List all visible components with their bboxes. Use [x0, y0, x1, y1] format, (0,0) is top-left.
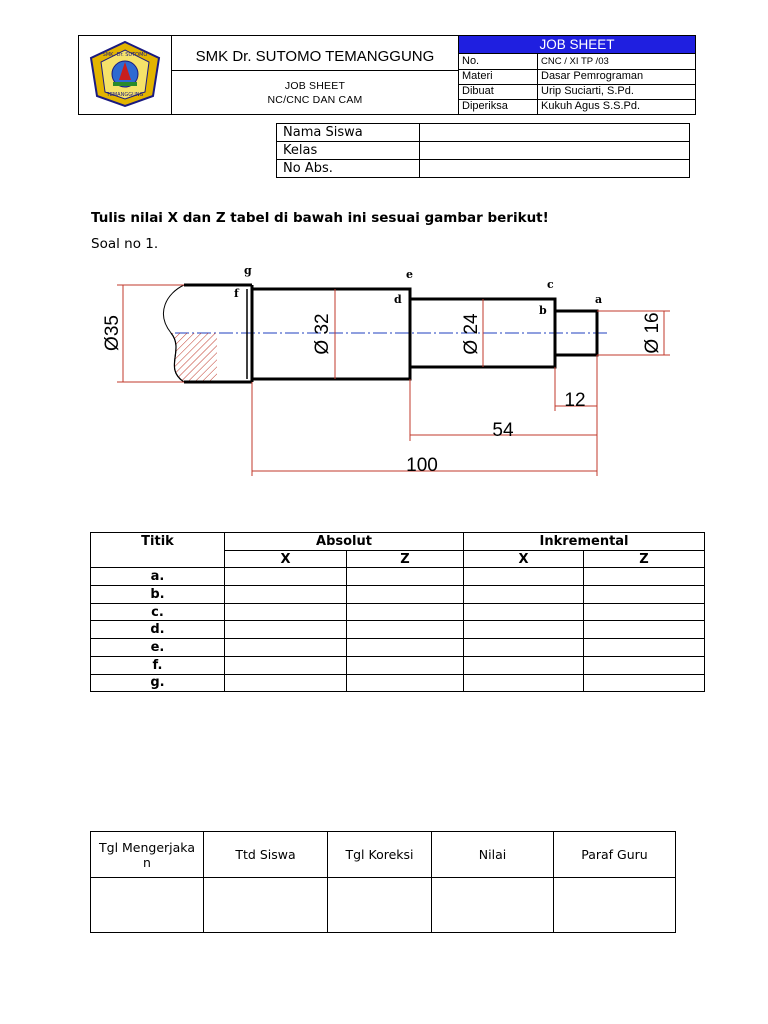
answer-cell[interactable]: [347, 603, 464, 621]
answer-cell[interactable]: [464, 639, 584, 657]
student-signature-cell[interactable]: [204, 878, 328, 933]
table-row: [91, 568, 705, 586]
answer-cell[interactable]: [347, 639, 464, 657]
student-class-field[interactable]: [420, 142, 690, 160]
col-absolute-header: Absolut: [225, 533, 464, 551]
hatched-section: [171, 333, 217, 382]
header-value-no: CNC / XI TP /03: [538, 54, 696, 69]
answer-cell[interactable]: [225, 603, 347, 621]
logo-text-top: SMK. Dr. SUTOMO: [102, 52, 148, 58]
point-a-label: a: [595, 293, 603, 306]
header-key-diperiksa: Diperiksa: [459, 99, 538, 114]
point-label: e.: [91, 639, 225, 657]
dim-d35: Ø35: [102, 315, 123, 351]
student-name-label: Nama Siswa: [277, 124, 420, 142]
point-label: c.: [91, 603, 225, 621]
answer-cell[interactable]: [225, 621, 347, 639]
answer-cell[interactable]: [464, 621, 584, 639]
incremental-x-header: X: [464, 550, 584, 568]
student-number-label: No Abs.: [277, 160, 420, 178]
header-key-materi: Materi: [459, 69, 538, 84]
student-info-table: [276, 123, 690, 178]
correction-date-cell[interactable]: [328, 878, 432, 933]
teacher-initials-cell[interactable]: [554, 878, 676, 933]
header-student-signature: Ttd Siswa: [204, 832, 328, 878]
absolute-x-header: X: [225, 550, 347, 568]
header-value-dibuat: Urip Suciarti, S.Pd.: [538, 84, 696, 99]
answer-cell[interactable]: [584, 621, 705, 639]
answer-cell[interactable]: [584, 568, 705, 586]
answer-cell[interactable]: [347, 674, 464, 692]
answer-cell[interactable]: [584, 586, 705, 604]
point-c-label: c: [547, 278, 554, 291]
point-e-label: e: [406, 268, 413, 281]
header-teacher-initials: Paraf Guru: [554, 832, 676, 878]
sheet-subtitle-1: JOB SHEET: [284, 80, 346, 92]
table-row: [91, 674, 705, 692]
table-row: [91, 603, 705, 621]
sheet-subtitle-2: NC/CNC DAN CAM: [267, 94, 363, 106]
point-label: d.: [91, 621, 225, 639]
answer-cell[interactable]: [347, 568, 464, 586]
header-score: Nilai: [432, 832, 554, 878]
assessment-table: [90, 831, 676, 933]
school-logo-cell: [79, 36, 172, 115]
col-point-header: Titik: [91, 533, 225, 568]
answer-cell[interactable]: [584, 639, 705, 657]
answer-cell[interactable]: [347, 621, 464, 639]
col-incremental-header: Inkremental: [464, 533, 705, 551]
dim-d32: Ø 32: [312, 313, 333, 355]
point-label: b.: [91, 586, 225, 604]
point-label: f.: [91, 656, 225, 674]
header-value-materi: Dasar Pemrograman: [538, 69, 696, 84]
point-label: g.: [91, 674, 225, 692]
logo-text-bottom: TEMANGGUNG: [106, 92, 144, 98]
job-sheet-title: JOB SHEET: [459, 36, 696, 54]
answer-cell[interactable]: [584, 603, 705, 621]
answer-cell[interactable]: [225, 674, 347, 692]
header-correction-date: Tgl Koreksi: [328, 832, 432, 878]
answer-cell[interactable]: [464, 603, 584, 621]
header-key-dibuat: Dibuat: [459, 84, 538, 99]
dim-length-12: 12: [564, 390, 586, 411]
school-logo: [79, 36, 171, 110]
answer-cell[interactable]: [584, 674, 705, 692]
answer-cell[interactable]: [464, 568, 584, 586]
dim-length-100: 100: [406, 455, 438, 476]
answer-cell[interactable]: [225, 656, 347, 674]
answer-cell[interactable]: [584, 656, 705, 674]
answer-cell[interactable]: [347, 586, 464, 604]
point-d-label: d: [394, 293, 402, 306]
header-value-diperiksa: Kukuh Agus S.S.Pd.: [538, 99, 696, 114]
date-worked-cell[interactable]: [91, 878, 204, 933]
answer-cell[interactable]: [225, 586, 347, 604]
dim-d24: Ø 24: [461, 313, 482, 355]
score-cell[interactable]: [432, 878, 554, 933]
table-row: [91, 656, 705, 674]
job-sheet-header: [78, 35, 696, 115]
shaft-drawing: [85, 258, 695, 488]
dim-d16: Ø 16: [642, 312, 663, 354]
point-b-label: b: [539, 304, 547, 317]
answer-cell[interactable]: [225, 639, 347, 657]
coordinate-answer-table: [90, 532, 705, 692]
header-date-worked: Tgl Mengerjakan: [91, 832, 204, 878]
table-row: [91, 639, 705, 657]
dim-length-54: 54: [492, 420, 514, 441]
answer-cell[interactable]: [225, 568, 347, 586]
instruction-text: Tulis nilai X dan Z tabel di bawah ini sesuai gambar berikut!: [91, 210, 549, 226]
student-class-label: Kelas: [277, 142, 420, 160]
question-label: Soal no 1.: [91, 236, 159, 252]
table-row: [91, 586, 705, 604]
school-title-cell: [172, 36, 459, 115]
answer-cell[interactable]: [347, 656, 464, 674]
header-key-no: No.: [459, 54, 538, 69]
absolute-z-header: Z: [347, 550, 464, 568]
answer-cell[interactable]: [464, 656, 584, 674]
student-name-field[interactable]: [420, 124, 690, 142]
school-name: SMK Dr. SUTOMO TEMANGGUNG: [172, 43, 458, 71]
incremental-z-header: Z: [584, 550, 705, 568]
point-label: a.: [91, 568, 225, 586]
answer-cell[interactable]: [464, 674, 584, 692]
answer-cell[interactable]: [464, 586, 584, 604]
point-f-label: f: [234, 287, 239, 300]
point-g-label: g: [244, 264, 252, 277]
student-number-field[interactable]: [420, 160, 690, 178]
table-row: [91, 621, 705, 639]
